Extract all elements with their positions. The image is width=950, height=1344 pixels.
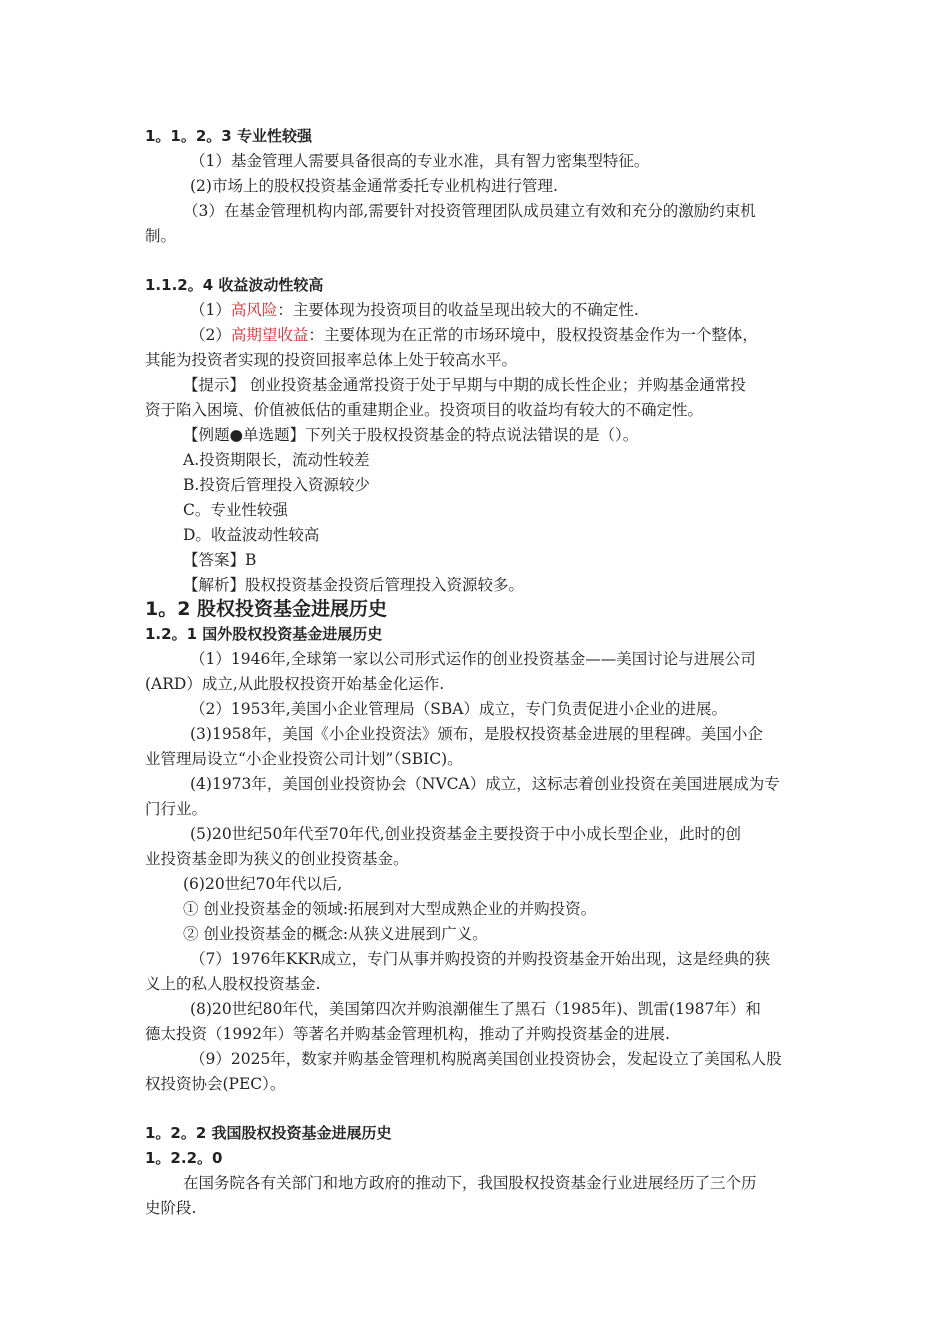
tip-continuation: 资于陷入困境、价值被低估的重建期企业。投资项目的收益均有较大的不确定性。 [145,401,704,419]
section-heading-1-2: 1。2 股权投资基金进展历史 [145,598,388,620]
paragraph: （1）基金管理人需要具备很高的专业水准，具有智力密集型特征。 [190,152,650,170]
history-subitem: ① 创业投资基金的领域:拓展到对大型成熟企业的并购投资。 [183,900,597,918]
option-d: D。收益波动性较高 [183,526,320,544]
section-heading-1-1-2-3: 1。1。2。3 专业性较强 [145,127,312,145]
subsection-heading-1-2-2: 1。2。2 我国股权投资基金进展历史 [145,1124,392,1142]
paragraph-continuation: 其能为投资者实现的投资回报率总体上处于较高水平。 [145,351,518,369]
history-continuation: 业管理局设立“小企业投资公司计划”（SBIC)。 [145,750,463,768]
paragraph: （3）在基金管理机构内部,需要针对投资管理团队成员建立有效和充分的激励约束机 [183,202,756,220]
paragraph: (2)市场上的股权投资基金通常委托专业机构进行管理. [190,177,558,195]
history-item: （9）2025年，数家并购基金管理机构脱离美国创业投资协会，发起设立了美国私人股 [190,1050,782,1068]
history-continuation: 权投资协会(PEC）。 [145,1075,286,1093]
highlight-term: 高期望收益 [230,326,309,344]
paragraph-continuation: 史阶段. [145,1199,197,1217]
example-question: 【例题●单选题】下列关于股权投资基金的特点说法错误的是（）。 [183,426,639,444]
item-text: ：主要体现为在正常的市场环境中，股权投资基金作为一个整体， [308,326,758,344]
subsection-heading-1-2-1: 1.2。1 国外股权投资基金进展历史 [145,625,383,643]
history-item: (5)20世纪50年代至70年代,创业投资基金主要投资于中小成长型企业，此时的创 [190,825,742,843]
history-item: （2）1953年,美国小企业管理局（SBA）成立，专门负责促进小企业的进展。 [190,700,727,718]
history-item: （7）1976年KKR成立，专门从事并购投资的并购投资基金开始出现，这是经典的狭 [190,950,771,968]
paragraph: 在国务院各有关部门和地方政府的推动下，我国股权投资基金行业进展经历了三个历 [183,1174,757,1192]
item-number: （1） [190,301,231,319]
tip-paragraph: 【提示】 创业投资基金通常投资于处于早期与中期的成长性企业；并购基金通常投 [183,376,746,394]
explanation: 【解析】股权投资基金投资后管理投入资源较多。 [183,576,525,594]
history-item: (6)20世纪70年代以后, [183,875,343,893]
option-a: A.投资期限长，流动性较差 [183,451,370,469]
paragraph-continuation: 制。 [145,227,177,245]
option-b: B.投资后管理投入资源较少 [183,476,370,494]
history-continuation: 义上的私人股权投资基金. [145,975,321,993]
paragraph-high-return [190,323,810,348]
option-c: C。专业性较强 [183,501,288,519]
history-continuation: (ARD）成立,从此股权投资开始基金化运作. [145,675,445,693]
section-heading-1-1-2-4: 1.1.2。4 收益波动性较高 [145,276,324,294]
history-item: (4)1973年，美国创业投资协会（NVCA）成立，这标志着创业投资在美国进展成为专 [190,775,780,793]
history-item: （1）1946年,全球第一家以公司形式运作的创业投资基金——美国讨论与进展公司 [190,650,756,668]
history-continuation: 德太投资（1992年）等著名并购基金管理机构，推动了并购投资基金的进展. [145,1025,670,1043]
paragraph-high-risk [190,298,810,323]
subsection-heading-1-2-2-0: 1。2.2。0 [145,1149,223,1167]
history-continuation: 业投资基金即为狭义的创业投资基金。 [145,850,409,868]
history-item: (3)1958年，美国《小企业投资法》颁布，是股权投资基金进展的里程碑。美国小企 [190,725,763,743]
history-continuation: 门行业。 [145,800,208,818]
item-number: （2） [190,326,231,344]
item-text: ：主要体现为投资项目的收益呈现出较大的不确定性. [277,301,639,319]
history-item: (8)20世纪80年代，美国第四次并购浪潮催生了黑石（1985年)、凯雷(1987年）和 [190,1000,761,1018]
history-subitem: ② 创业投资基金的概念:从狭义进展到广义。 [183,925,488,943]
highlight-term: 高风险 [230,301,278,319]
answer: 【答案】B [183,551,257,569]
